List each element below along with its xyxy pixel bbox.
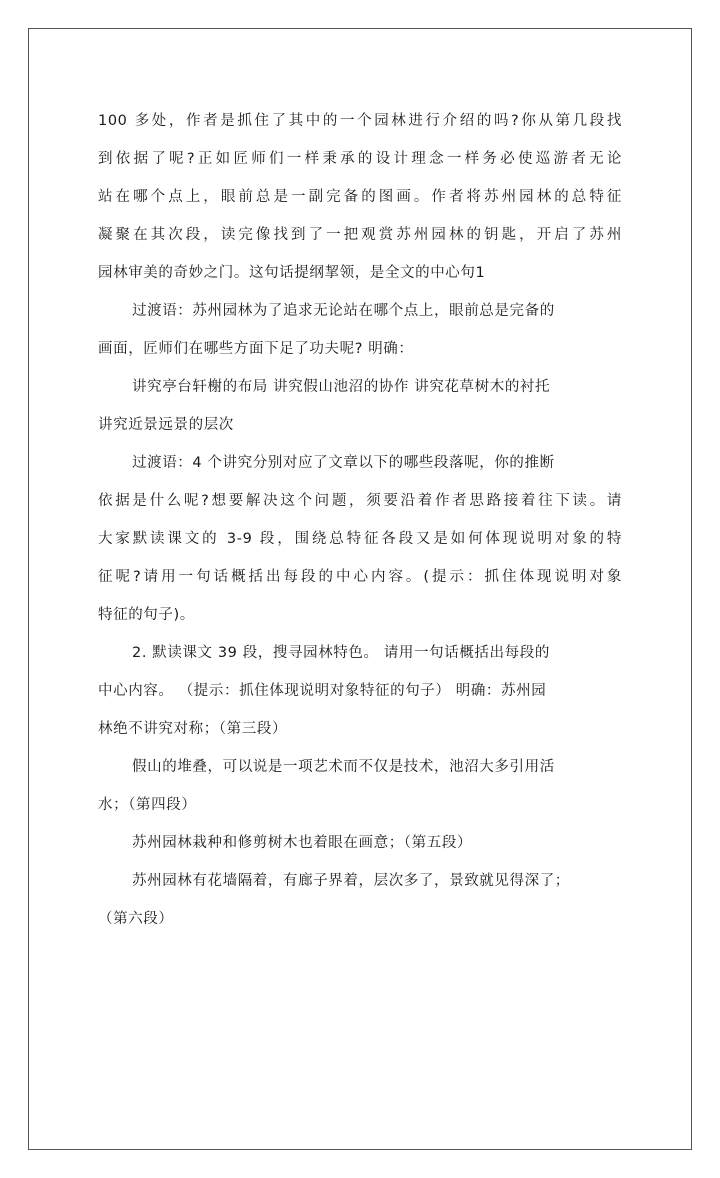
text-line: 苏州园林有花墙隔着，有廊子界着，层次多了，景致就见得深了； [132,873,570,889]
text-line: 100 多处，作者是抓住了其中的一个园林进行介绍的吗?你从第几段找 [98,113,622,129]
text-line: （第六段） [98,911,174,927]
document-body [98,102,622,938]
text-line: 过渡语：4 个讲究分别对应了文章以下的哪些段落呢，你的推断 [132,455,555,471]
text-line: 苏州园林栽种和修剪树木也着眼在画意；（第五段） [132,835,473,851]
text-line: 画面，匠师们在哪些方面下足了功夫呢? 明确： [98,341,414,357]
text-line: 征呢?请用一句话概括出每段的中心内容。(提示：抓住体现说明对象 [98,569,622,585]
text-line: 2. 默读课文 39 段，搜寻园林特色。 请用一句话概括出每段的 [132,645,550,661]
text-line: 过渡语：苏州园林为了追求无论站在哪个点上，眼前总是完备的 [132,303,555,319]
text-line: 到依据了呢?正如匠师们一样秉承的设计理念一样务必使巡游者无论 [98,151,622,167]
text-line: 凝聚在其次段，读完像找到了一把观赏苏州园林的钥匙，开启了苏州 [98,227,622,243]
text-line: 水；（第四段） [98,797,197,813]
text-line: 园林审美的奇妙之门。这句话提纲挈领，是全文的中心句1 [98,265,486,281]
text-line: 站在哪个点上，眼前总是一副完备的图画。作者将苏州园林的总特征 [98,189,622,205]
text-line: 依据是什么呢?想要解决这个问题，须要沿着作者思路接着往下读。请 [98,493,622,509]
text-line: 中心内容。 （提示：抓住体现说明对象特征的句子） 明确：苏州园 [98,683,547,699]
text-line: 特征的句子)。 [98,607,195,623]
text-line: 讲究亭台轩榭的布局 讲究假山池沼的协作 讲究花草树木的衬托 [132,379,551,395]
text-line: 假山的堆叠，可以说是一项艺术而不仅是技术，池沼大多引用活 [132,759,555,775]
text-line: 讲究近景远景的层次 [98,417,234,433]
text-line: 林绝不讲究对称；（第三段） [98,721,288,737]
text-line: 大家默读课文的 3-9 段，围绕总特征各段又是如何体现说明对象的特 [98,531,622,547]
